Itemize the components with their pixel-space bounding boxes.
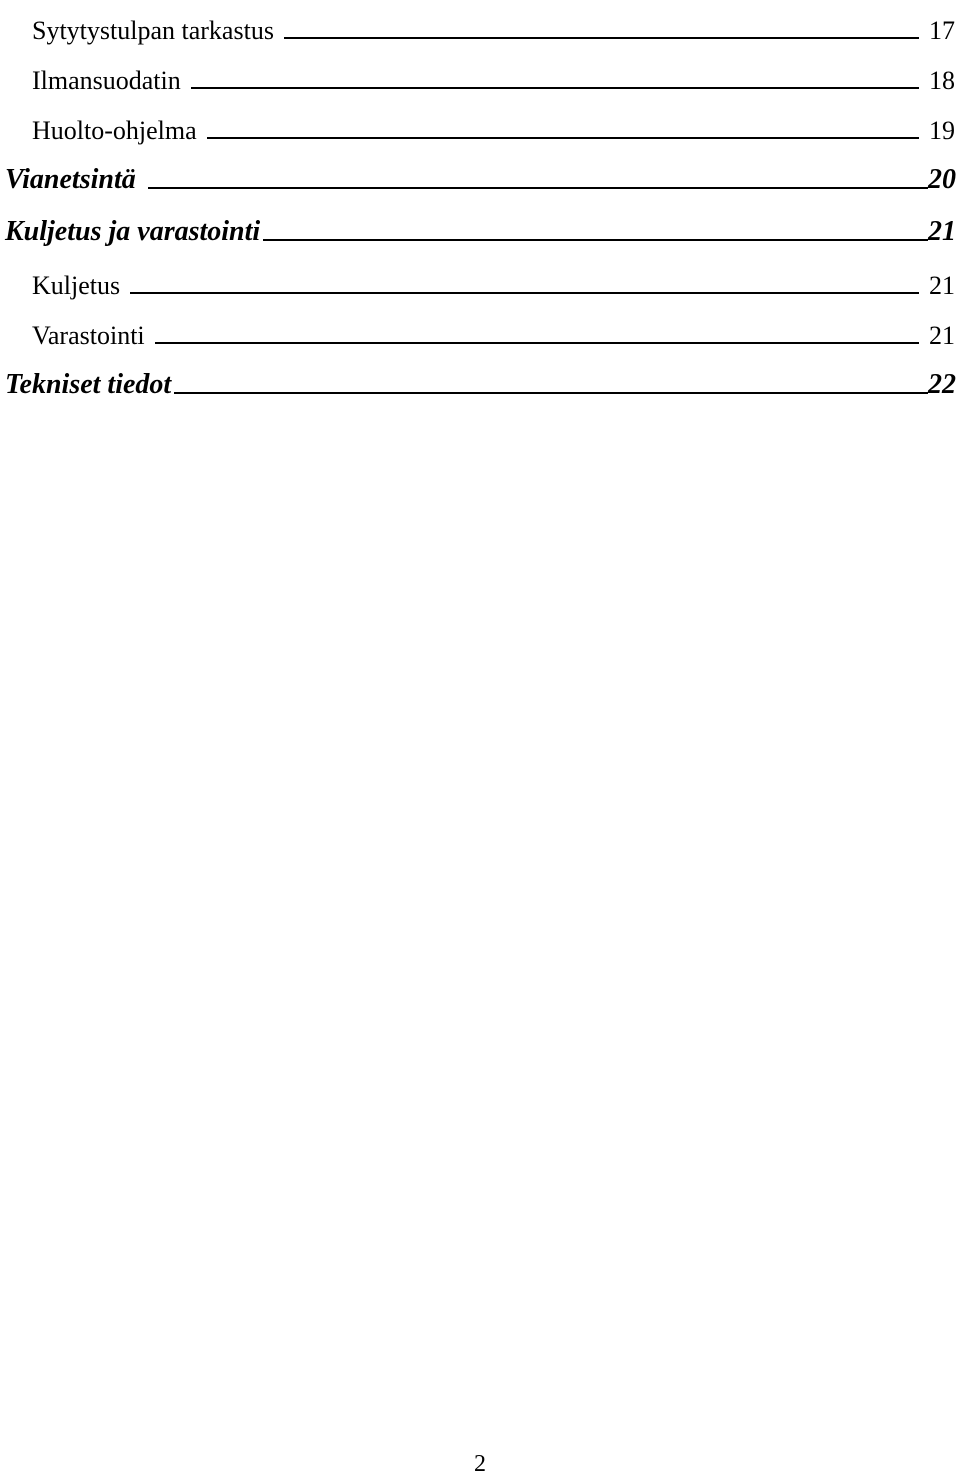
toc-entry-title: Varastointi <box>32 321 145 350</box>
toc-leader-line <box>284 37 919 39</box>
toc-leader-line <box>155 342 919 344</box>
toc-leader-line <box>207 137 919 139</box>
toc-leader-line <box>191 87 919 89</box>
toc-entry-title: Ilmansuodatin <box>32 66 181 95</box>
toc-leader-line <box>174 392 928 394</box>
toc-entry-page: 17 <box>929 16 955 45</box>
toc-leader-line <box>130 292 919 294</box>
toc-entry-page: 21 <box>929 321 955 350</box>
toc-entry-ilmansuodatin[interactable] <box>0 50 960 94</box>
toc-entry-huolto-ohjelma[interactable] <box>0 100 960 144</box>
toc-entry-page: 18 <box>929 66 955 95</box>
toc-entry-title: Huolto-ohjelma <box>32 116 197 145</box>
toc-entry-sytytystulpan-tarkastus[interactable] <box>0 0 960 44</box>
toc-entry-tekniset-tiedot[interactable] <box>0 355 960 399</box>
toc-entry-kuljetus-ja-varastointi[interactable] <box>0 202 960 246</box>
toc-entry-vianetsinta[interactable] <box>0 150 960 194</box>
toc-entry-page: 22 <box>928 369 956 400</box>
toc-entry-title: Vianetsintä <box>5 164 136 195</box>
toc-entry-title: Sytytystulpan tarkastus <box>32 16 274 45</box>
toc-entry-title: Kuljetus <box>32 271 121 300</box>
toc-entry-title: Kuljetus ja varastointi <box>5 216 261 247</box>
toc-entry-page: 20 <box>928 164 956 195</box>
toc-entry-kuljetus[interactable] <box>0 255 960 299</box>
page-number: 2 <box>474 1451 486 1477</box>
toc-entry-title: Tekniset tiedot <box>5 369 172 400</box>
toc-entry-page: 21 <box>929 271 955 300</box>
toc-leader-line <box>263 239 928 241</box>
toc-leader-line <box>148 187 928 189</box>
toc-entry-page: 19 <box>929 116 955 145</box>
toc-entry-page: 21 <box>928 216 956 247</box>
toc-entry-varastointi[interactable] <box>0 305 960 349</box>
